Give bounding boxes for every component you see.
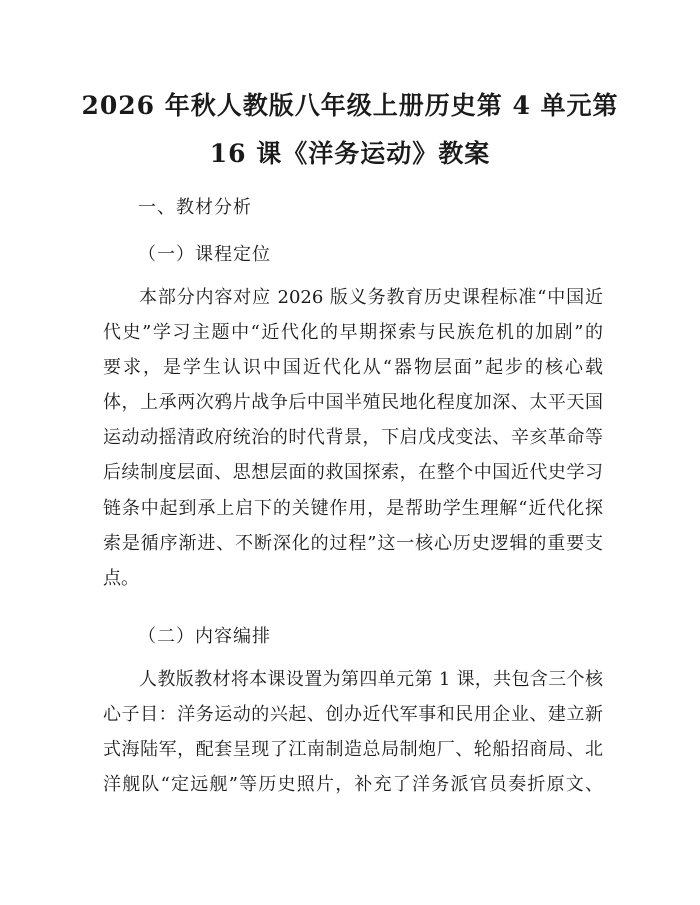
- paragraph-line: 链条中起到承上启下的关键作用，是帮助学生理解“近代化探: [103, 498, 603, 519]
- paragraph-line: 人教版教材将本课设置为第四单元第 1 课，共包含三个核: [139, 669, 603, 690]
- document-title-line-1: 2026 年秋人教版八年级上册历史第 4 单元第: [81, 91, 619, 120]
- paragraph-line: 后续制度层面、思想层面的救国探索，在整个中国近代史学习: [103, 462, 603, 483]
- paragraph-line: 体，上承两次鸦片战争后中国半殖民地化程度加深、太平天国: [103, 392, 603, 413]
- section-heading-teaching-material-analysis: 一、教材分析: [138, 197, 252, 218]
- paragraph-line: 洋舰队“定远舰”等历史照片，补充了洋务派官员奏折原文、: [103, 774, 603, 795]
- paragraph-line: 运动动摇清政府统治的时代背景，下启戊戌变法、辛亥革命等: [103, 427, 603, 448]
- paragraph-line: 心子目：洋务运动的兴起、创办近代军事和民用企业、建立新: [103, 704, 603, 725]
- paragraph-line: 代史”学习主题中“近代化的早期探索与民族危机的加剧”的: [103, 322, 603, 343]
- paragraph-line: 索是循序渐进、不断深化的过程”这一核心历史逻辑的重要支: [103, 533, 603, 554]
- document-title-line-2: 16 课《洋务运动》教案: [209, 139, 491, 168]
- paragraph-line: 点。: [103, 568, 139, 589]
- paragraph-line: 本部分内容对应 2026 版义务教育历史课程标准“中国近: [139, 287, 603, 308]
- subsection-heading-content-arrangement: （二）内容编排: [138, 626, 271, 647]
- paragraph-line: 要求，是学生认识中国近代化从“器物层面”起步的核心载: [103, 357, 603, 378]
- paragraph-line: 式海陆军，配套呈现了江南制造总局制炮厂、轮船招商局、北: [103, 739, 603, 760]
- subsection-heading-course-positioning: （一）课程定位: [138, 244, 271, 265]
